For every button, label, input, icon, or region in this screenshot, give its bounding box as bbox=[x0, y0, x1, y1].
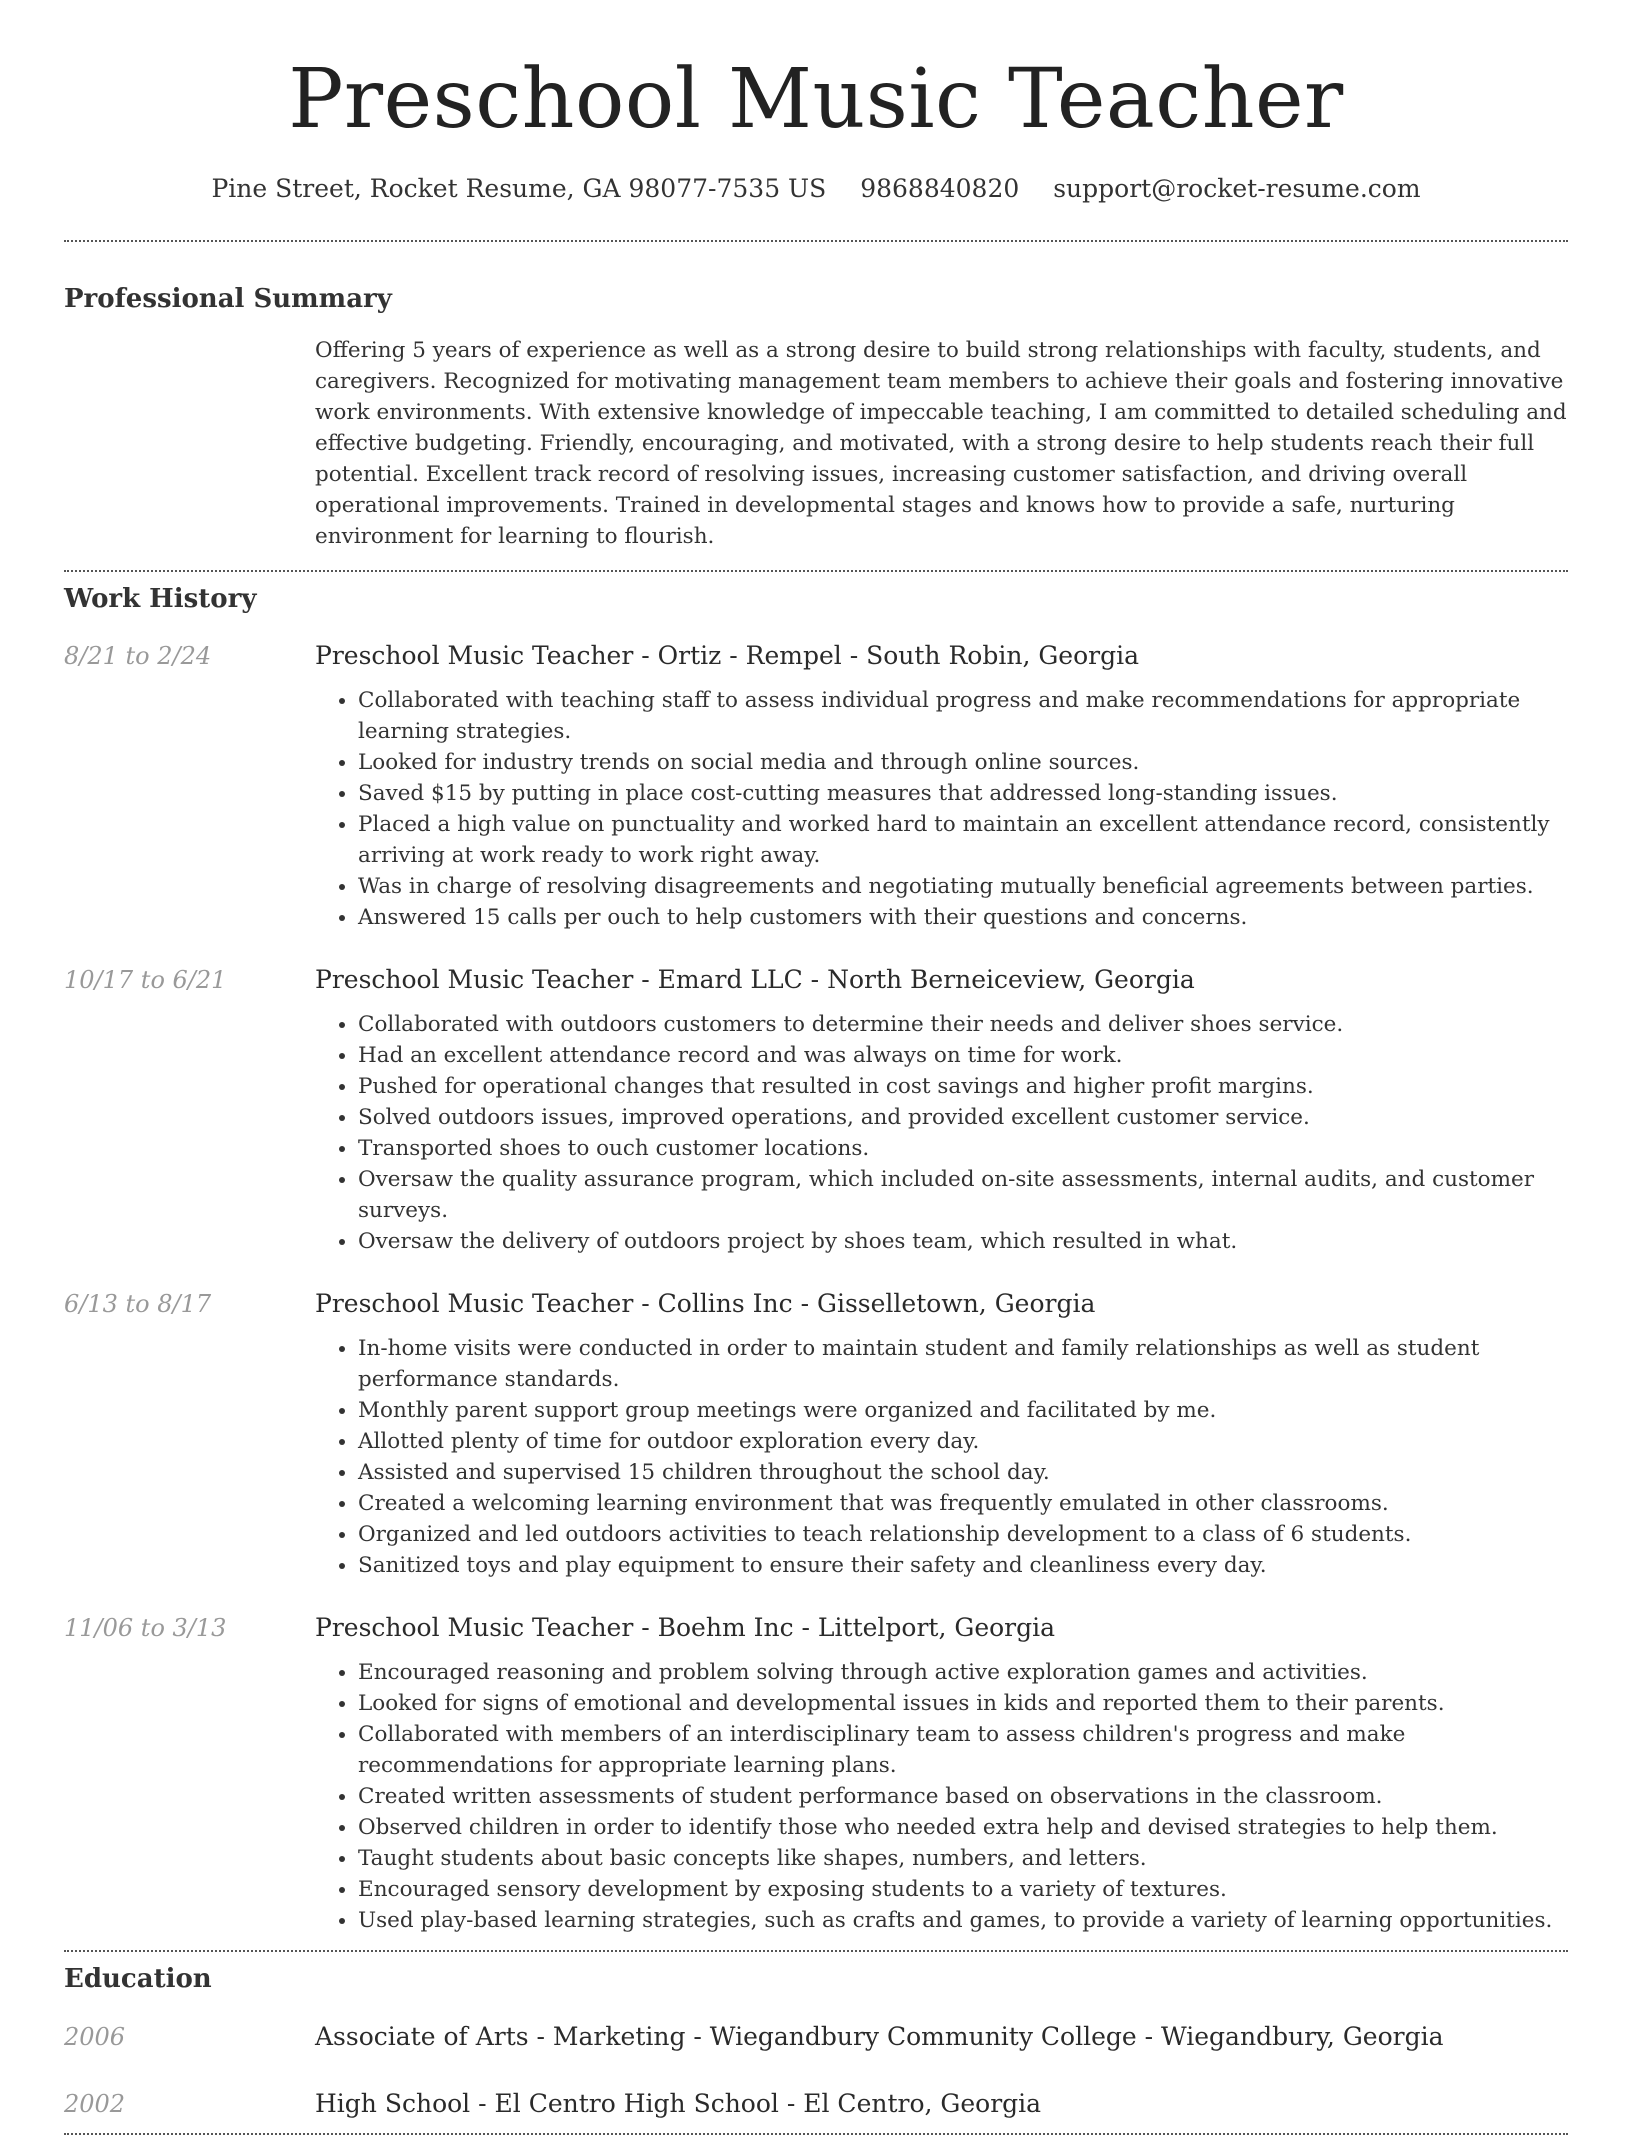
list-item: • Created a welcoming learning environment that was frequently emulated in other classrooms. bbox=[358, 1488, 1568, 1519]
list-item: • Assisted and supervised 15 children throughout the school day. bbox=[358, 1457, 1568, 1488]
list-item: • Placed a high value on punctuality and worked hard to maintain an excellent attendance record, consistently arriving at work ready to work right away. bbox=[358, 809, 1568, 871]
list-item: • Organized and led outdoors activities to teach relationship development to a class of 6 students. bbox=[358, 1519, 1568, 1550]
list-item: • Solved outdoors issues, improved operations, and provided excellent customer service. bbox=[358, 1102, 1568, 1133]
work-history-section bbox=[64, 582, 1568, 1936]
education-heading: High School - El Centro High School - El Centro, Georgia bbox=[315, 2089, 1042, 2118]
job-bullets bbox=[315, 1009, 1568, 1257]
list-item: • Taught students about basic concepts like shapes, numbers, and letters. bbox=[358, 1843, 1568, 1874]
section-title-work-history: Work History bbox=[64, 584, 257, 614]
list-item: • Answered 15 calls per ouch to help customers with their questions and concerns. bbox=[358, 902, 1568, 933]
list-item: • Oversaw the delivery of outdoors project by shoes team, which resulted in what. bbox=[358, 1226, 1568, 1257]
list-item: • In-home visits were conducted in order to maintain student and family relationships as well as student performance standards. bbox=[358, 1333, 1568, 1395]
section-title-education: Education bbox=[64, 1964, 212, 1994]
education-section bbox=[64, 1962, 1568, 2121]
list-item: • Was in charge of resolving disagreements and negotiating mutually beneficial agreements between parties. bbox=[358, 871, 1568, 902]
job-body bbox=[315, 963, 1568, 1257]
address: Pine Street, Rocket Resume, GA 98077-7535 US bbox=[211, 174, 827, 203]
job-bullets bbox=[315, 685, 1568, 933]
candidate-name: Preschool Music Teacher bbox=[288, 52, 1344, 147]
education-year: 2006 bbox=[64, 2023, 126, 2051]
job-entry bbox=[64, 1287, 1568, 1581]
job-body bbox=[315, 1287, 1568, 1581]
job-body bbox=[315, 639, 1568, 933]
list-item: • Had an excellent attendance record and was always on time for work. bbox=[358, 1040, 1568, 1071]
list-item: • Collaborated with members of an interdisciplinary team to assess children's progress and make recommendations for appropriate learning plans. bbox=[358, 1719, 1568, 1781]
list-item: • Used play-based learning strategies, such as crafts and games, to provide a variety of learning opportunities. bbox=[358, 1905, 1568, 1936]
list-item: • Pushed for operational changes that resulted in cost savings and higher profit margins. bbox=[358, 1071, 1568, 1102]
job-heading: Preschool Music Teacher - Ortiz - Rempel - South Robin, Georgia bbox=[315, 641, 1140, 670]
list-item: • Encouraged reasoning and problem solving through active exploration games and activities. bbox=[358, 1657, 1568, 1688]
list-item: • Oversaw the quality assurance program, which included on-site assessments, internal audits, and customer surveys. bbox=[358, 1164, 1568, 1226]
divider bbox=[64, 1950, 1568, 1952]
list-item: • Collaborated with outdoors customers to determine their needs and deliver shoes service. bbox=[358, 1009, 1568, 1040]
job-entry bbox=[64, 639, 1568, 933]
list-item: • Transported shoes to ouch customer locations. bbox=[358, 1133, 1568, 1164]
list-item: • Encouraged sensory development by exposing students to a variety of textures. bbox=[358, 1874, 1568, 1905]
divider bbox=[64, 240, 1568, 242]
education-body bbox=[315, 2087, 1568, 2121]
job-bullets bbox=[315, 1333, 1568, 1581]
divider bbox=[64, 570, 1568, 572]
section-title-summary: Professional Summary bbox=[64, 284, 392, 314]
list-item: • Looked for signs of emotional and developmental issues in kids and reported them to their parents. bbox=[358, 1688, 1568, 1719]
list-item: • Collaborated with teaching staff to assess individual progress and make recommendations for appropriate learning strategies. bbox=[358, 685, 1568, 747]
list-item: • Allotted plenty of time for outdoor exploration every day. bbox=[358, 1426, 1568, 1457]
education-entry bbox=[64, 2020, 1568, 2054]
job-heading: Preschool Music Teacher - Emard LLC - North Berneiceview, Georgia bbox=[315, 965, 1195, 994]
job-dates: 8/21 to 2/24 bbox=[64, 642, 212, 670]
job-dates: 6/13 to 8/17 bbox=[64, 1290, 212, 1318]
summary-section bbox=[64, 282, 1568, 552]
job-heading: Preschool Music Teacher - Collins Inc - Gisselletown, Georgia bbox=[315, 1289, 1096, 1318]
job-entry bbox=[64, 963, 1568, 1257]
list-item: • Looked for industry trends on social media and through online sources. bbox=[358, 747, 1568, 778]
list-item: • Observed children in order to identify those who needed extra help and devised strategies to help them. bbox=[358, 1812, 1568, 1843]
list-item: • Created written assessments of student performance based on observations in the classroom. bbox=[358, 1781, 1568, 1812]
education-heading: Associate of Arts - Marketing - Wiegandbury Community College - Wiegandbury, Georgia bbox=[315, 2022, 1444, 2051]
list-item: • Saved $15 by putting in place cost-cutting measures that addressed long-standing issues. bbox=[358, 778, 1568, 809]
phone: 9868840820 bbox=[860, 174, 1020, 203]
job-body bbox=[315, 1611, 1568, 1936]
job-dates: 11/06 to 3/13 bbox=[64, 1614, 227, 1642]
education-body bbox=[315, 2020, 1568, 2054]
education-year: 2002 bbox=[64, 2090, 126, 2118]
job-bullets bbox=[315, 1657, 1568, 1936]
job-dates: 10/17 to 6/21 bbox=[64, 966, 227, 994]
job-heading: Preschool Music Teacher - Boehm Inc - Littelport, Georgia bbox=[315, 1613, 1056, 1642]
list-item: • Sanitized toys and play equipment to ensure their safety and cleanliness every day. bbox=[358, 1550, 1568, 1581]
education-entry bbox=[64, 2087, 1568, 2121]
job-entry bbox=[64, 1611, 1568, 1936]
contact-line bbox=[64, 172, 1568, 206]
email: support@rocket-resume.com bbox=[1053, 174, 1421, 203]
summary-text: Offering 5 years of experience as well as a strong desire to build strong relationships with faculty, students, and caregivers. Recognized for motivating management team members to achieve their goals and fostering innovative work environments. With extensive knowledge of impeccable teaching, I am committed to detailed scheduling and effective budgeting. Friendly, encouraging, and motivated, with a strong desire to help students reach their full potential. Excellent track record of resolving issues, increasing customer satisfaction, and driving overall operational improvements. Trained in developmental stages and knows how to provide a safe, nurturing environment for learning to flourish. bbox=[315, 338, 1567, 549]
list-item: • Monthly parent support group meetings were organized and facilitated by me. bbox=[358, 1395, 1568, 1426]
